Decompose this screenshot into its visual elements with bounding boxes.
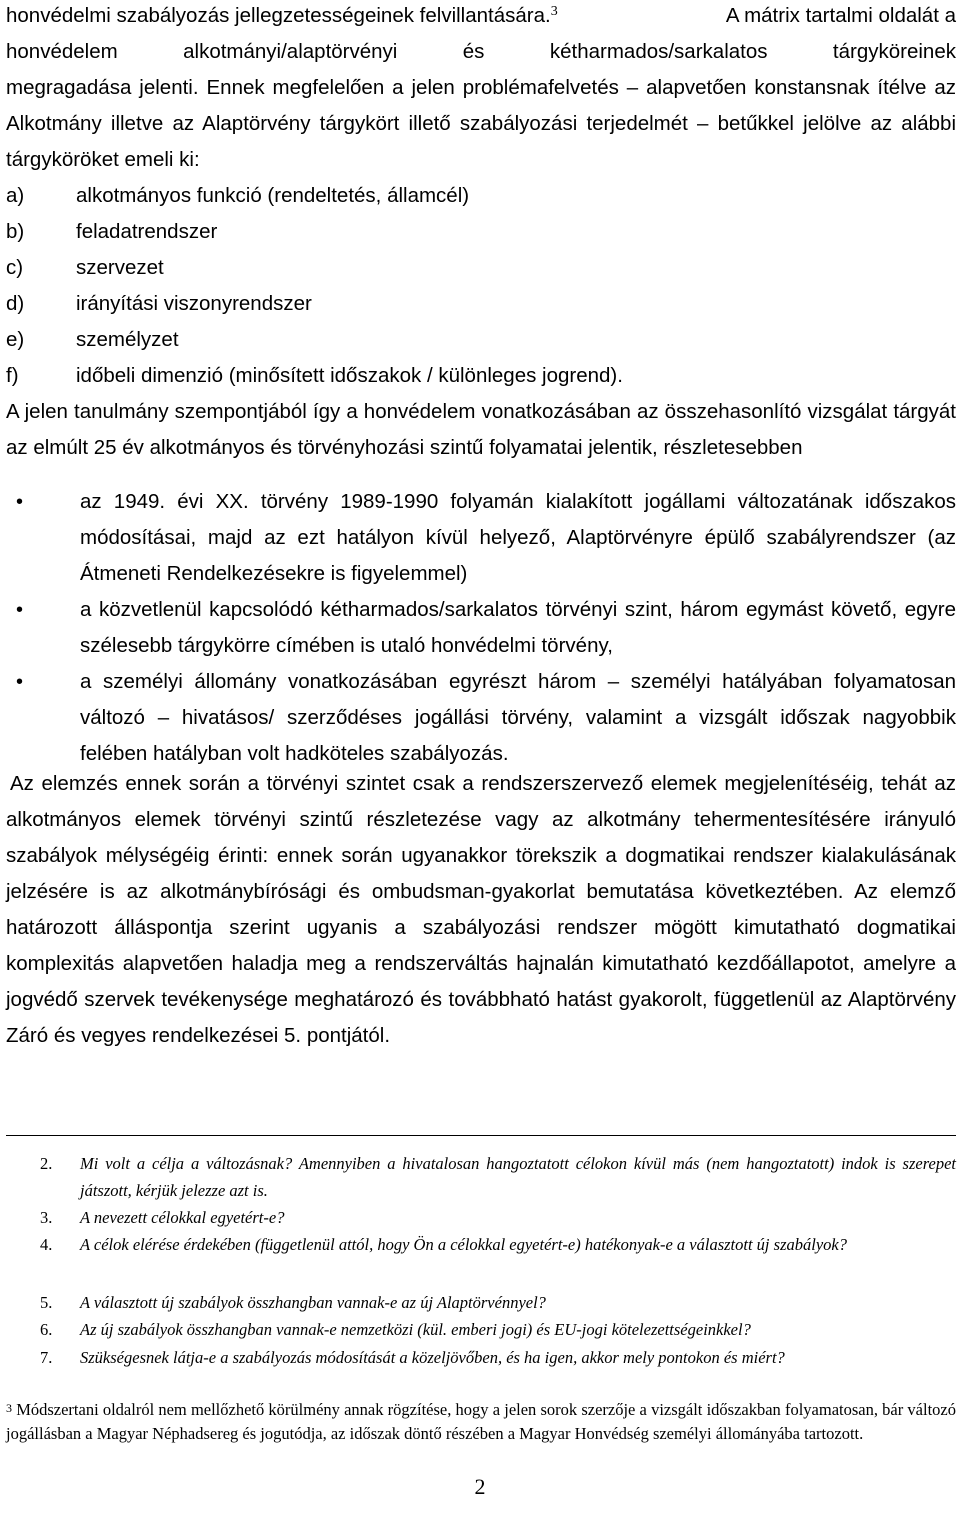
list-text: időbeli dimenzió (minősített időszakok / különleges jogrend). — [76, 364, 623, 387]
word-honvedelem: honvédelem — [6, 40, 118, 63]
question-number: 3. — [40, 1208, 53, 1227]
question-number: 6. — [40, 1320, 53, 1339]
footnote-3 — [6, 1398, 956, 1446]
question-number: 2. — [40, 1154, 53, 1173]
list-item-e — [6, 322, 179, 358]
word-es: és — [462, 40, 485, 63]
footnote-mark: 3 — [6, 1401, 12, 1415]
list-text: személyzet — [76, 328, 179, 351]
word-targykoreinek: tárgyköreinek — [832, 40, 956, 63]
intro-paragraph-rest: megragadása jelenti. Ennek megfelelően a jelen problémafelvetés – alapvetően konstansnak ítélve az Alkotmány illetve az Alaptörvény tárgykört illető szabályozási terjedelmét – betűkkel jelölve az alábbi tárgyköröket emeli ki: — [6, 76, 956, 171]
question-text: Az új szabályok összhangban vannak-e nemzetközi (kül. emberi jogi) és EU-jogi kötelezettségeinkkel? — [80, 1320, 751, 1339]
list-marker: d) — [6, 292, 25, 315]
list-marker: f) — [6, 364, 19, 387]
list-text: feladatrendszer — [76, 220, 218, 243]
list-item-f — [6, 358, 623, 394]
bullet-item-2: a közvetlenül kapcsolódó kétharmados/sarkalatos törvényi szint, három egymást követő, egyre szélesebb tárgykörre címében is utaló honvédelmi törvény, — [80, 598, 956, 657]
question-number: 7. — [40, 1348, 53, 1367]
list-marker: c) — [6, 256, 24, 279]
paragraph-scope: A jelen tanulmány szempontjából így a honvédelem vonatkozásában az összehasonlító vizsgálat tárgyát az elmúlt 25 év alkotmányos és törvényhozási szintű folyamatai jelentik, részletesebben — [6, 400, 956, 459]
bullet-icon: • — [16, 491, 24, 513]
intro-line-1-tail: A mátrix tartalmi oldalát a — [725, 4, 956, 27]
page-number: 2 — [474, 1474, 486, 1499]
question-number: 5. — [40, 1293, 53, 1312]
footnote-3-text: Módszertani oldalról nem mellőzhető körülmény annak rögzítése, hogy a jelen sorok szerzője a vizsgált időszakban folyamatosan, bár változó jogállásban a Magyar Néphadsereg és jogutódja, az időszak döntő részében a Magyar Honvédség személyi állományába tartozott. — [6, 1400, 956, 1443]
intro-line-2 — [6, 34, 956, 70]
list-item-a — [6, 178, 469, 214]
bullet-item-1: az 1949. évi XX. törvény 1989-1990 folyamán kialakított jogállami változatának időszakos módosításai, majd az ezt hatályon kívül helyező, Alaptörvényre épülő szabályrendszer (az Átmeneti Rendelkezésekre is figyelemmel) — [80, 490, 956, 585]
footnote-separator — [6, 1135, 956, 1136]
question-text: Mi volt a célja a változásnak? Amennyiben a hivatalosan hangoztatott célokon kívül más (nem hangoztatott) indok is szerepet játszott, kérjük jelezze azt is. — [80, 1154, 956, 1200]
intro-line-1-text: honvédelmi szabályozás jellegzetességeinek felvillantására. — [6, 4, 551, 27]
question-text: A választott új szabályok összhangban vannak-e az új Alaptörvénnyel? — [80, 1293, 546, 1312]
list-item-b — [6, 214, 217, 250]
list-text: szervezet — [76, 256, 164, 279]
word-alkotmanyi: alkotmányi/alaptörvényi — [183, 40, 398, 63]
word-ketharmados: kétharmados/sarkalatos — [549, 40, 768, 63]
footnote-ref-3[interactable]: 3 — [550, 4, 558, 19]
list-text: irányítási viszonyrendszer — [76, 292, 312, 315]
question-text: A célok elérése érdekében (függetlenül attól, hogy Ön a célokkal egyetért-e) hatékonyak-e a választott új szabályok? — [80, 1235, 847, 1254]
list-marker: e) — [6, 328, 25, 351]
bullet-item-3: a személyi állomány vonatkozásában egyrészt három – személyi hatályában folyamatosan változó – hivatásos/ szerződéses jogállási törvény, valamint a vizsgált időszak nagyobbik felében hatályban volt hadköteles szabályozás. — [80, 670, 956, 765]
list-marker: b) — [6, 220, 25, 243]
list-text: alkotmányos funkció (rendeltetés, államcél) — [76, 184, 470, 207]
intro-line-1 — [6, 0, 956, 34]
list-marker: a) — [6, 184, 25, 207]
question-text: Szükségesnek látja-e a szabályozás módosítását a közeljövőben, és ha igen, akkor mely pontokon és miért? — [80, 1348, 785, 1367]
question-text: A nevezett célokkal egyetért-e? — [80, 1208, 285, 1227]
bullet-icon: • — [16, 599, 24, 621]
paragraph-analysis: Az elemzés ennek során a törvényi szintet csak a rendszerszervező elemek megjelenítéséig, tehát az alkotmányos elemek törvényi szintű részletezése vagy az alkotmány tehermentesítésére irányuló szabályok mélységéig érinti: ennek során ugyanakkor törekszik a dogmatikai rendszer kialakulásának jelzésére is az alkotmánybírósági és ombudsman-gyakorlat bemutatása következtében. Az elemző határozott álláspontja szerint ugyanis a szabályozási rendszer mögött kimutatható dogmatikai komplexitás alapvetően haladja meg a rendszerváltás hajnalán kimutatható kezdőállapotot, amelyre a jogvédő szervek tevékenysége meghatározó és továbbható hatást gyakorolt, függetlenül az Alaptörvény Záró és vegyes rendelkezései 5. pontjától. — [6, 772, 956, 1047]
bullet-icon: • — [16, 671, 24, 693]
list-item-c — [6, 250, 164, 286]
list-item-d — [6, 286, 312, 322]
question-number: 4. — [40, 1235, 53, 1254]
